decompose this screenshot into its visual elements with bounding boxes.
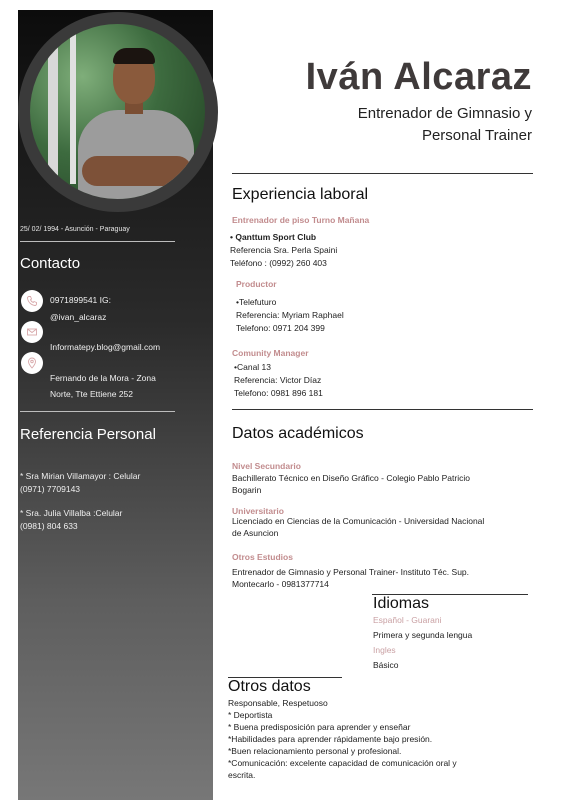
education-3-line-1: Entrenador de Gimnasio y Personal Trainer- Instituto Téc. Sup. [232, 567, 470, 577]
education-2-line-1: Licenciado en Ciencias de la Comunicación - Universidad Nacional [232, 516, 485, 526]
main-divider [232, 409, 533, 410]
contact-heading: Contacto [20, 255, 81, 272]
education-1-title: Nivel Secundario [232, 461, 301, 471]
other-line-3: * Buena predisposición para aprender y enseñar [228, 722, 411, 732]
profile-photo [30, 24, 205, 199]
education-heading: Datos académicos [232, 425, 364, 442]
sidebar-divider [20, 411, 175, 412]
languages-heading: Idiomas [373, 595, 430, 612]
reference-1-name: * Sra Mirian Villamayor : Celular [20, 471, 141, 481]
job-title-line-2: Personal Trainer [421, 127, 532, 144]
other-line-5: *Buen relacionamiento personal y profesional. [228, 746, 402, 756]
job-2-company: •Telefuturo [236, 297, 277, 307]
language-2-level: Básico [373, 660, 399, 670]
other-line-1: Responsable, Respetuoso [228, 698, 328, 708]
language-1-title: Español - Guarani [373, 615, 442, 625]
language-2-title: Ingles [373, 645, 396, 655]
education-3-title: Otros Estudios [232, 552, 293, 562]
other-line-2: * Deportista [228, 710, 273, 720]
sidebar-divider [20, 241, 175, 242]
job-3-title: Comunity Manager [232, 348, 309, 358]
education-1-line-2: Bogarin [232, 485, 262, 495]
education-1-line-1: Bachillerato Técnico en Diseño Gráfico - Colegio Pablo Patricio [232, 473, 470, 483]
other-heading: Otros datos [228, 678, 311, 695]
other-line-6: *Comunicación: excelente capacidad de comunicación oral y [228, 758, 457, 768]
references-heading: Referencia Personal [20, 426, 156, 443]
job-3-reference: Referencia: Victor Díaz [234, 375, 322, 385]
job-1-company: • Qanttum Sport Club [230, 232, 317, 242]
job-3-phone: Telefono: 0981 896 181 [234, 388, 323, 398]
experience-heading: Experiencia laboral [232, 186, 369, 203]
birth-info: 25/ 02/ 1994 - Asunción - Paraguay [20, 226, 130, 233]
education-3-line-2: Montecarlo - 0981377714 [232, 579, 329, 589]
job-1-reference: Referencia Sra. Perla Spaini [230, 245, 338, 255]
contact-phone: 0971899541 IG: [50, 295, 111, 305]
full-name: Iván Alcaraz [305, 56, 532, 98]
education-2-title: Universitario [232, 506, 284, 516]
job-2-phone: Telefono: 0971 204 399 [236, 323, 325, 333]
contact-address-2: Norte, Tte Ettiene 252 [50, 389, 134, 399]
job-1-phone: Teléfono : (0992) 260 403 [230, 258, 327, 268]
job-3-company: •Canal 13 [234, 362, 272, 372]
contact-email: Informatepy.blog@gmail.com [50, 342, 161, 352]
other-line-4: *Habilidades para aprender rápidamente bajo presión. [228, 734, 433, 744]
reference-2-phone: (0981) 804 633 [20, 521, 78, 531]
job-2-reference: Referencia: Myriam Raphael [236, 310, 344, 320]
phone-icon [21, 290, 43, 312]
job-2-title: Productor [236, 279, 277, 289]
location-pin-icon [21, 352, 43, 374]
education-2-line-2: de Asuncion [232, 528, 279, 538]
job-title-line-1: Entrenador de Gimnasio y [357, 105, 532, 122]
language-1-level: Primera y segunda lengua [373, 630, 473, 640]
main-divider [232, 173, 533, 174]
other-line-7: escrita. [228, 770, 256, 780]
job-title [358, 103, 532, 147]
reference-2-name: * Sra. Julia Villalba :Celular [20, 508, 123, 518]
contact-address-1: Fernando de la Mora - Zona [50, 373, 156, 383]
reference-1-phone: (0971) 7709143 [20, 484, 81, 494]
mail-icon [21, 321, 43, 343]
contact-instagram: @ivan_alcaraz [50, 312, 107, 322]
job-1-title: Entrenador de piso Turno Mañana [232, 215, 370, 225]
